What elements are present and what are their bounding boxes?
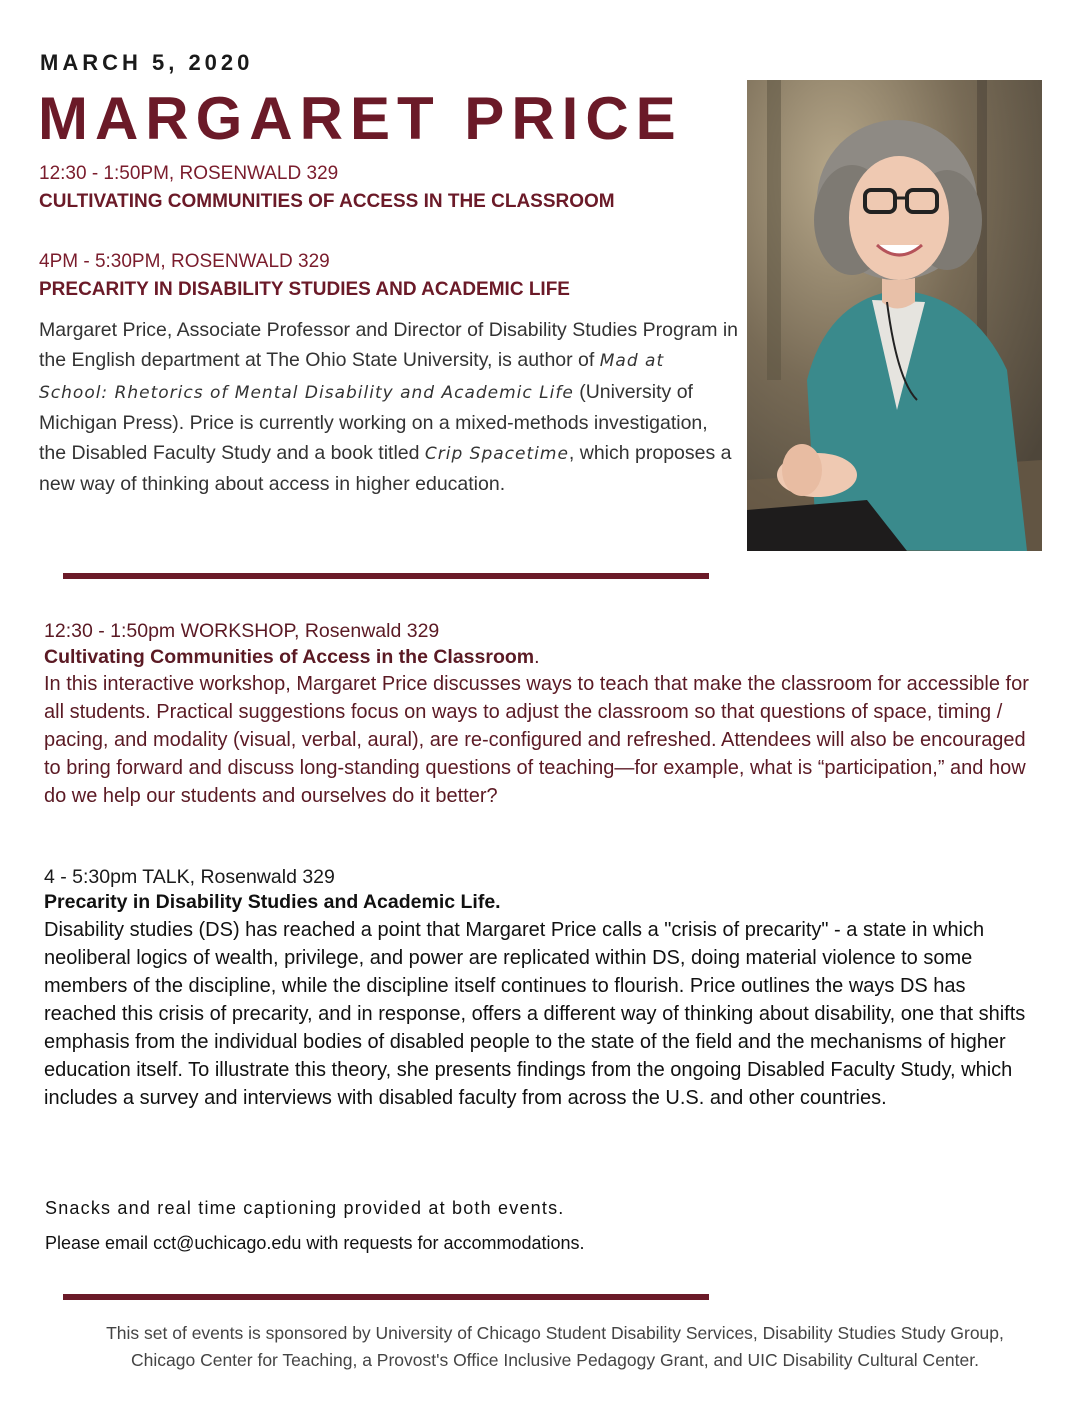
speaker-portrait-illustration <box>747 80 1042 551</box>
sponsor-statement: This set of events is sponsored by University of Chicago Student Disability Services, Disability Studies Study Group, Chicago Center for Teaching, a Provost's Office Inclusive Pedagogy Grant, and UIC Disability Cultural Center. <box>106 1323 1004 1370</box>
session-1-time: 12:30 - 1:50PM, ROSENWALD 329 <box>39 163 339 184</box>
workshop-title: Cultivating Communities of Access in the Classroom. <box>44 646 540 668</box>
workshop-heading: 12:30 - 1:50pm WORKSHOP, Rosenwald 329 <box>44 620 440 642</box>
talk-heading: 4 - 5:30pm TALK, Rosenwald 329 <box>44 866 335 888</box>
book-title-mad-at-school: Mad at School: Rhetorics of Mental Disability and Academic Life <box>39 351 665 403</box>
divider-bottom <box>63 1294 709 1300</box>
talk-description: Disability studies (DS) has reached a point that Margaret Price calls a "crisis of precarity" - a state in which neoliberal logics of wealth, privilege, and power are replicated within DS, doing material violence to some members of the discipline, while the discipline itself continues to flourish. Price outlines the ways DS has reached this crisis of precarity, and in response, offers a different way of thinking about disability, one that shifts emphasis from the individual bodies of disabled people to the state of the field and the mechanisms of higher education itself. To illustrate this theory, she presents findings from the ongoing Disabled Faculty Study, which includes a survey and interviews with disabled faculty from across the U.S. and other countries. <box>44 919 1026 1109</box>
session-1-title: CULTIVATING COMMUNITIES OF ACCESS IN THE CLASSROOM <box>39 191 615 212</box>
speaker-bio: Margaret Price, Associate Professor and Director of Disability Studies Program in the English department at The Ohio State University, is author of Mad at School: Rhetorics of Mental Disability and Academic Life (University of Michigan Press). Price is currently working on a mixed-methods investigation, the Disabled Faculty Study and a book titled Crip Spacetime, which proposes a new way of thinking about access in higher education. <box>39 319 739 496</box>
accommodation-note: Please email cct@uchicago.edu with requests for accommodations. <box>45 1233 585 1253</box>
speaker-photo <box>747 80 1042 551</box>
accessibility-note: Snacks and real time captioning provided at both events. <box>45 1198 565 1218</box>
speaker-name: MARGARET PRICE <box>38 85 683 152</box>
workshop-description: In this interactive workshop, Margaret Price discusses ways to teach that make the classroom for accessible for all students. Practical suggestions focus on ways to adjust the classroom so that questions of space, timing / pacing, and modality (visual, verbal, aural), are re-configured and refreshed. Attendees will also be encouraged to bring forward and discuss long-standing questions of teaching—for example, what is “participation,” and how do we help our students and ourselves do it better? <box>44 673 1029 807</box>
session-2-time: 4PM - 5:30PM, ROSENWALD 329 <box>39 251 330 272</box>
book-title-crip-spacetime: Crip Spacetime <box>424 444 569 465</box>
session-2-title: PRECARITY IN DISABILITY STUDIES AND ACADEMIC LIFE <box>39 279 570 300</box>
talk-title: Precarity in Disability Studies and Academic Life. <box>44 891 501 913</box>
divider-top <box>63 573 709 579</box>
event-date: MARCH 5, 2020 <box>40 50 254 75</box>
contact-email-link[interactable]: cct@uchicago.edu <box>153 1233 302 1253</box>
